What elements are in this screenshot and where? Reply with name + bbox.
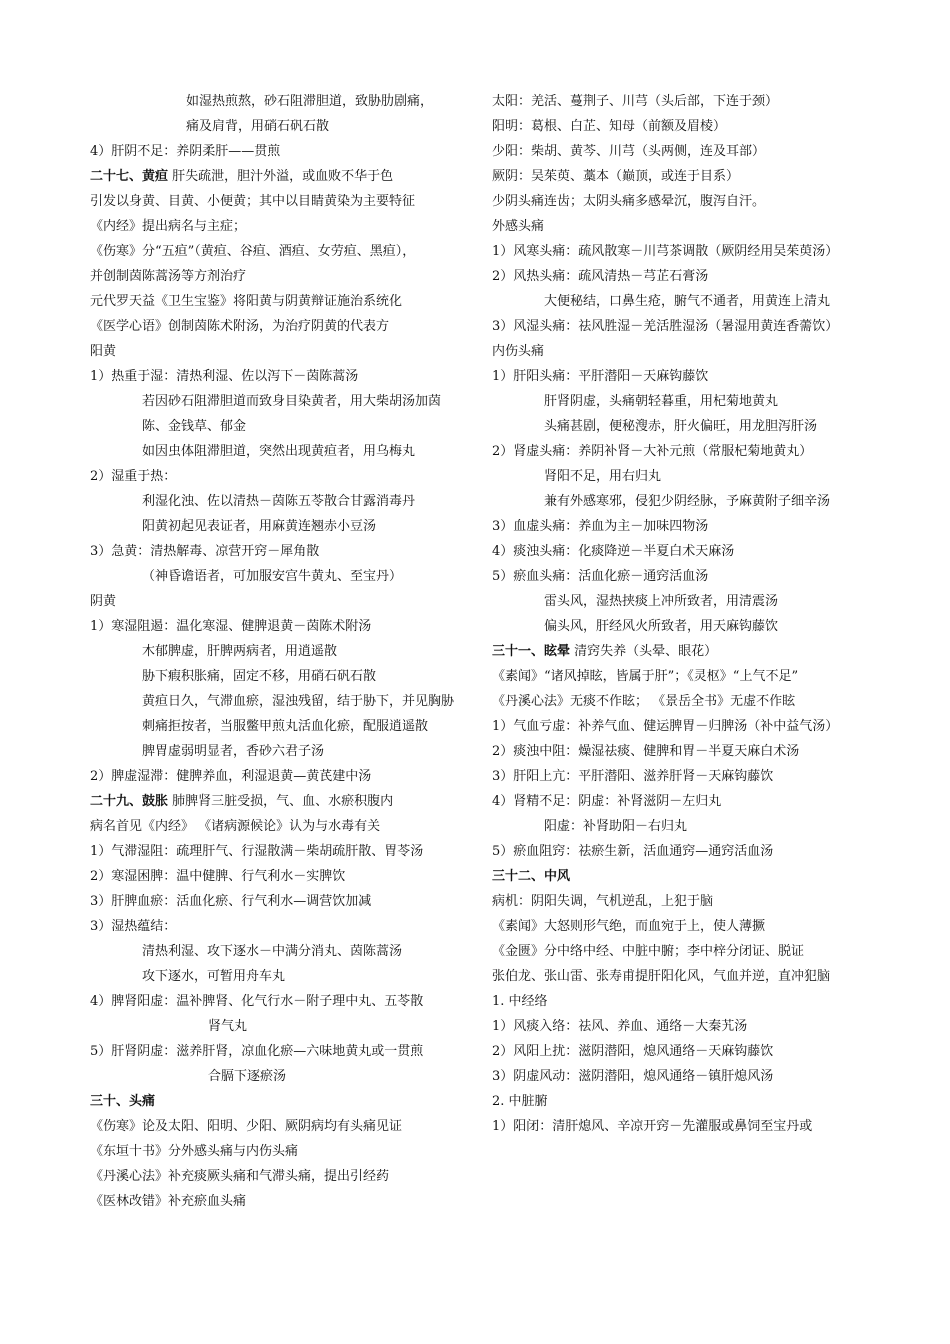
line-text: 1）肝阳头痛：平肝潜阳－天麻钩藤饮 <box>492 369 709 384</box>
line-text: 攻下逐水，可暂用舟车丸 <box>142 969 286 984</box>
text-line <box>90 939 462 964</box>
text-line <box>90 239 462 264</box>
text-line <box>492 464 867 489</box>
line-text: 木郁脾虚，肝脾两病者，用逍遥散 <box>142 644 338 659</box>
text-line <box>492 1114 867 1139</box>
line-text: 元代罗天益《卫生宝鉴》将阳黄与阴黄辩证施治系统化 <box>90 294 403 309</box>
text-line <box>90 614 462 639</box>
line-text: 4）肾精不足：阴虚：补肾滋阴－左归丸 <box>492 794 722 809</box>
text-line <box>492 564 867 589</box>
line-text: 张伯龙、张山雷、张寿甫提肝阳化风，气血并逆，直冲犯脑 <box>492 969 831 984</box>
text-line <box>90 1139 462 1164</box>
text-line <box>90 564 462 589</box>
line-text: 雷头风，湿热挟痰上冲所致者，用清震汤 <box>544 594 779 609</box>
line-text: 太阳：羌活、蔓荆子、川芎（头后部，下连于颈） <box>492 94 779 109</box>
line-text: 脾胃虚弱明显者，香砂六君子汤 <box>142 744 325 759</box>
line-text: 4）肝阴不足：养阴柔肝——贯煎 <box>90 144 281 159</box>
line-text: 《素闻》大怒则形气绝，而血宛于上，使人薄撅 <box>492 919 766 934</box>
text-line <box>492 314 867 339</box>
line-text: 肺脾肾三脏受损，气、血、水瘀积腹内 <box>168 794 394 809</box>
text-line <box>90 914 462 939</box>
line-text: 2）风阳上扰：滋阴潜阳，熄风通络－天麻钩藤饮 <box>492 1044 774 1059</box>
text-line <box>90 889 462 914</box>
text-line <box>492 814 867 839</box>
line-text: 阳黄 <box>90 344 117 359</box>
line-text: 胁下瘕积胀痛，固定不移，用硝石矾石散 <box>142 669 377 684</box>
line-text: 《内经》提出病名与主症； <box>90 219 247 234</box>
text-line <box>90 1039 462 1064</box>
line-text: 1）阳闭：清肝熄风、辛凉开窍－先灌服或鼻饲至宝丹或 <box>492 1119 813 1134</box>
text-line <box>492 139 867 164</box>
section-heading <box>90 164 462 189</box>
line-text: 2）寒湿困脾：温中健脾、行气利水－实脾饮 <box>90 869 346 884</box>
line-text: 偏头风，肝经风火所致者，用天麻钩藤饮 <box>544 619 779 634</box>
line-text: 3）阴虚风动：滋阴潜阳，熄风通络－镇肝熄风汤 <box>492 1069 774 1084</box>
line-text: 若因砂石阻滞胆道而致身目染黄者，用大柴胡汤加茵陈、金钱草、郁金 <box>142 394 442 434</box>
section-heading <box>90 1089 462 1114</box>
section-heading <box>90 789 462 814</box>
text-line <box>492 114 867 139</box>
line-text: 《伤寒》论及太阳、阳明、少阳、厥阴病均有头痛见证 <box>90 1119 403 1134</box>
line-text: 《金匮》分中络中经、中脏中腑；李中梓分闭证、脱证 <box>492 944 805 959</box>
text-line <box>492 1089 867 1114</box>
text-line <box>90 89 462 114</box>
text-line <box>90 1114 462 1139</box>
line-text: 3）风湿头痛：祛风胜湿－羌活胜湿汤（暑湿用黄连香薷饮） <box>492 319 839 334</box>
line-text: 病名首见《内经》 《诸病源候论》认为与水毒有关 <box>90 819 381 834</box>
line-text: 厥阴：吴茱萸、藁本（巅顶，或连于目系） <box>492 169 740 184</box>
text-line <box>492 964 867 989</box>
line-text: 少阳：柴胡、黄芩、川芎（头两侧，连及耳部） <box>492 144 766 159</box>
line-text: 《医学心语》创制茵陈术附汤，为治疗阴黄的代表方 <box>90 319 390 334</box>
text-line <box>90 1014 462 1039</box>
line-text: 清窍失养（头晕、眼花） <box>570 644 718 659</box>
line-text: 《丹溪心法》无痰不作眩； 《景岳全书》无虚不作眩 <box>492 694 796 709</box>
line-text: 如湿热煎熬，砂石阻滞胆道，致胁肋剧痛， <box>186 94 434 109</box>
line-text: 阳明：葛根、白芷、知母（前额及眉棱） <box>492 119 727 134</box>
text-line <box>90 639 462 664</box>
text-line <box>492 389 867 414</box>
line-text: 1）气滞湿阻：疏理肝气、行湿散满－柴胡疏肝散、胃苓汤 <box>90 844 424 859</box>
text-line <box>90 114 462 139</box>
line-text: 肾气丸 <box>208 1019 248 1034</box>
line-text: 合膈下逐瘀汤 <box>208 1069 287 1084</box>
line-text: 引发以身黄、目黄、小便黄；其中以目睛黄染为主要特征 <box>90 194 416 209</box>
line-text: 5）肝肾阴虚：滋养肝肾，凉血化瘀—六味地黄丸或一贯煎 <box>90 1044 424 1059</box>
section-title: 二十七、黄疸 <box>90 169 169 184</box>
text-line <box>90 364 462 389</box>
text-line <box>492 339 867 364</box>
section-title: 二十九、鼓胀 <box>90 794 169 809</box>
text-line <box>492 189 867 214</box>
line-text: 4）脾肾阳虚：温补脾肾、化气行水－附子理中丸、五苓散 <box>90 994 424 1009</box>
line-text: 大便秘结，口鼻生疮，腑气不通者，用黄连上清丸 <box>544 294 831 309</box>
text-line <box>492 689 867 714</box>
text-line <box>492 914 867 939</box>
line-text: 外感头痛 <box>492 219 545 234</box>
text-line <box>90 389 462 439</box>
text-line <box>492 664 867 689</box>
line-text: 1）寒湿阻遏：温化寒湿、健脾退黄－茵陈术附汤 <box>90 619 372 634</box>
section-title: 三十、头痛 <box>90 1094 156 1109</box>
section-heading <box>492 864 867 889</box>
line-text: 阳黄初起见表证者，用麻黄连翘赤小豆汤 <box>142 519 377 534</box>
text-line <box>90 1164 462 1189</box>
left-column <box>90 89 462 1214</box>
line-text: 《医林改错》补充瘀血头痛 <box>90 1194 247 1209</box>
text-line <box>492 989 867 1014</box>
text-line <box>90 764 462 789</box>
text-line <box>90 664 462 689</box>
text-line <box>90 139 462 164</box>
line-text: 3）肝阳上亢：平肝潜阳、滋养肝肾－天麻钩藤饮 <box>492 769 774 784</box>
text-line <box>90 689 462 739</box>
line-text: 痛及肩背，用硝石矾石散 <box>186 119 330 134</box>
text-line <box>492 264 867 289</box>
text-line <box>90 964 462 989</box>
line-text: 肝肾阴虚，头痛朝轻暮重，用杞菊地黄丸 <box>544 394 779 409</box>
text-line <box>492 589 867 614</box>
line-text: 5）瘀血阻窍：祛瘀生新，活血通窍—通窍活血汤 <box>492 844 774 859</box>
text-line <box>90 864 462 889</box>
text-line <box>90 489 462 514</box>
text-line <box>492 214 867 239</box>
text-line <box>492 289 867 314</box>
line-text: 2）肾虚头痛：养阴补肾－大补元煎（常服杞菊地黄丸） <box>492 444 813 459</box>
line-text: 1）风痰入络：祛风、养血、通络－大秦艽汤 <box>492 1019 748 1034</box>
text-line <box>90 289 462 314</box>
text-line <box>90 314 462 339</box>
text-line <box>492 164 867 189</box>
line-text: 《东垣十书》分外感头痛与内伤头痛 <box>90 1144 299 1159</box>
text-line <box>492 489 867 514</box>
text-line <box>492 514 867 539</box>
line-text: 兼有外感寒邪，侵犯少阴经脉，予麻黄附子细辛汤 <box>544 494 831 509</box>
text-line <box>492 739 867 764</box>
line-text: 并创制茵陈蒿汤等方剂治疗 <box>90 269 247 284</box>
line-text: 3）湿热蕴结： <box>90 919 177 934</box>
text-line <box>90 989 462 1014</box>
line-text: 病机：阴阳失调，气机逆乱，上犯于脑 <box>492 894 714 909</box>
right-column <box>492 89 867 1139</box>
text-line <box>492 89 867 114</box>
text-line <box>492 1039 867 1064</box>
line-text: 《伤寒》分“五疸”（黄疸、谷疸、酒疸、女劳疸、黑疸）， <box>90 244 416 259</box>
text-line <box>90 339 462 364</box>
line-text: 清热利湿、攻下逐水－中满分消丸、茵陈蒿汤 <box>142 944 403 959</box>
line-text: 少阴头痛连齿；太阴头痛多感晕沉，腹泻自汗。 <box>492 194 766 209</box>
line-text: 1）气血亏虚：补养气血、健运脾胃－归脾汤（补中益气汤） <box>492 719 839 734</box>
line-text: 5）瘀血头痛：活血化瘀－通窍活血汤 <box>492 569 709 584</box>
text-line <box>90 539 462 564</box>
line-text: 2）痰浊中阻：燥湿祛痰、健脾和胃－半夏天麻白术汤 <box>492 744 800 759</box>
line-text: 2）脾虚湿滞：健脾养血，利湿退黄—黄芪建中汤 <box>90 769 372 784</box>
text-line <box>492 1064 867 1089</box>
line-text: 2）风热头痛：疏风清热－芎芷石膏汤 <box>492 269 709 284</box>
line-text: 阴黄 <box>90 594 117 609</box>
line-text: 3）急黄：清热解毒、凉营开窍－犀角散 <box>90 544 320 559</box>
text-line <box>90 739 462 764</box>
line-text: 黄疸日久，气滞血瘀，湿浊残留，结于胁下，并见胸胁刺痛拒按者，当服鳖甲煎丸活血化瘀，配服逍遥散 <box>142 694 455 734</box>
line-text: 2）湿重于热： <box>90 469 177 484</box>
text-line <box>492 764 867 789</box>
line-text: 肝失疏泄，胆汁外溢，或血败不华于色 <box>168 169 394 184</box>
line-text: 内伤头痛 <box>492 344 545 359</box>
text-line <box>90 439 462 464</box>
line-text: 头痛甚剧，便秘溲赤，肝火偏旺，用龙胆泻肝汤 <box>544 419 818 434</box>
text-line <box>90 464 462 489</box>
line-text: 4）痰浊头痛：化痰降逆－半夏白术天麻汤 <box>492 544 735 559</box>
text-line <box>492 889 867 914</box>
text-line <box>492 614 867 639</box>
line-text: （神昏谵语者，可加服安宫牛黄丸、至宝丹） <box>142 569 403 584</box>
line-text: 3）血虚头痛：养血为主－加味四物汤 <box>492 519 709 534</box>
text-line <box>90 1189 462 1214</box>
line-text: 1）热重于湿：清热利湿、佐以泻下－茵陈蒿汤 <box>90 369 359 384</box>
text-line <box>90 589 462 614</box>
text-line <box>90 189 462 214</box>
text-line <box>90 814 462 839</box>
text-line <box>492 539 867 564</box>
text-line <box>492 714 867 739</box>
text-line <box>90 214 462 239</box>
line-text: 1. 中经络 <box>492 994 548 1009</box>
section-title: 三十二、中风 <box>492 869 571 884</box>
text-line <box>492 1014 867 1039</box>
text-line <box>492 839 867 864</box>
section-title: 三十一、眩晕 <box>492 644 571 659</box>
text-line <box>90 1064 462 1089</box>
text-line <box>492 239 867 264</box>
line-text: 肾阳不足，用右归丸 <box>544 469 662 484</box>
line-text: 1）风寒头痛：疏风散寒－川芎茶调散（厥阴经用吴茱萸汤） <box>492 244 839 259</box>
text-line <box>492 789 867 814</box>
text-line <box>90 514 462 539</box>
text-line <box>492 414 867 439</box>
line-text: 利湿化浊、佐以清热－茵陈五苓散合甘露消毒丹 <box>142 494 416 509</box>
line-text: 《素闻》“诸风掉眩，皆属于肝”；《灵枢》“上气不足” <box>492 669 799 684</box>
line-text: 《丹溪心法》补充痰厥头痛和气滞头痛，提出引经药 <box>90 1169 390 1184</box>
section-heading <box>492 639 867 664</box>
text-line <box>492 439 867 464</box>
line-text: 阳虚：补肾助阳－右归丸 <box>544 819 688 834</box>
line-text: 3）肝脾血瘀：活血化瘀、行气利水—调营饮加减 <box>90 894 372 909</box>
text-line <box>492 939 867 964</box>
line-text: 2. 中脏腑 <box>492 1094 548 1109</box>
text-line <box>90 839 462 864</box>
line-text: 如因虫体阻滞胆道，突然出现黄疸者，用乌梅丸 <box>142 444 416 459</box>
text-line <box>492 364 867 389</box>
text-line <box>90 264 462 289</box>
